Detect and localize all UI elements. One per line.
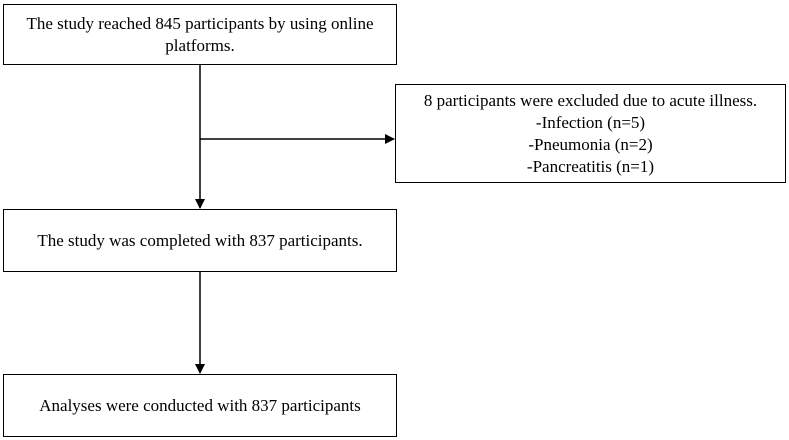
exclusion-heading: 8 participants were excluded due to acute illness. bbox=[423, 90, 758, 110]
exclusion-box bbox=[395, 84, 786, 183]
exclusion-item-infection: -Infection (n=5) bbox=[535, 112, 646, 132]
start-box bbox=[3, 4, 397, 65]
start-box-text: The study reached 845 participants by using online platforms. bbox=[26, 13, 374, 55]
exclusion-item-pneumonia: -Pneumonia (n=2) bbox=[528, 134, 653, 154]
completed-box-text: The study was completed with 837 participants. bbox=[37, 230, 363, 250]
exclusion-item-pancreatitis: -Pancreatitis (n=1) bbox=[526, 156, 655, 176]
completed-box bbox=[3, 209, 397, 272]
analyses-box-text: Analyses were conducted with 837 participants bbox=[39, 395, 361, 415]
analyses-box bbox=[3, 374, 397, 437]
